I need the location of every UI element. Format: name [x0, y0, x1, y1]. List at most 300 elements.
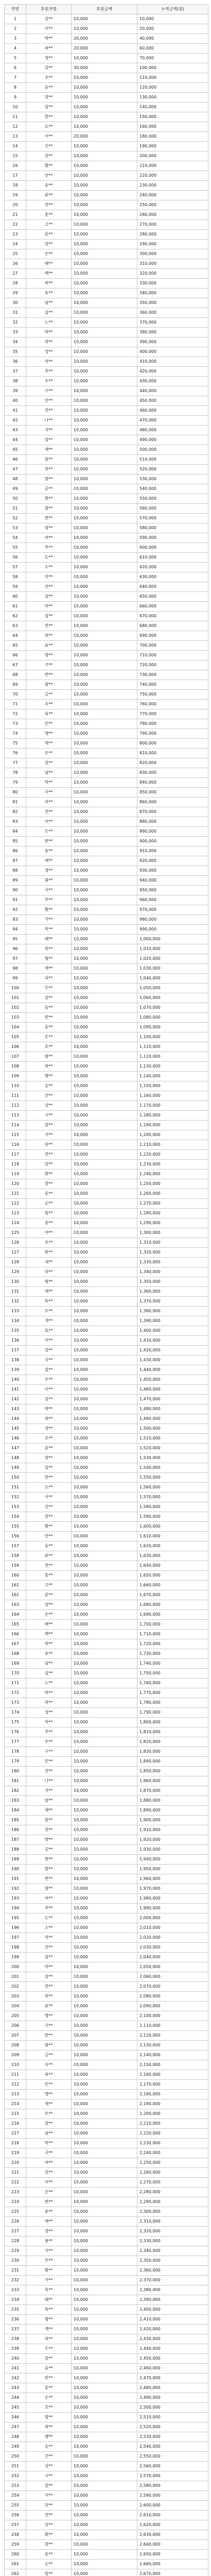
donation-amount: 10,000	[72, 2393, 137, 2403]
donation-amount: 10,000	[72, 1365, 137, 1375]
donor-name: 편**	[26, 2197, 72, 2207]
cumulative-amount: 1,840,000	[137, 1757, 208, 1767]
donation-amount: 10,000	[72, 1032, 137, 1042]
row-number: 52	[5, 514, 26, 523]
donor-name: 손**	[26, 1610, 72, 1620]
cumulative-amount: 2,510,000	[137, 2413, 208, 2422]
cumulative-amount: 940,000	[137, 876, 208, 886]
cumulative-amount: 40,000	[137, 34, 208, 44]
donation-amount: 10,000	[72, 2178, 137, 2188]
table-row	[5, 1140, 208, 1150]
donation-amount: 10,000	[72, 1698, 137, 1708]
row-number: 5	[5, 54, 26, 63]
donor-name: 피**	[26, 2334, 72, 2344]
cumulative-amount: 1,530,000	[137, 1453, 208, 1463]
row-number: 166	[5, 1630, 26, 1639]
donor-name: 은**	[26, 827, 72, 837]
donation-amount: 10,000	[72, 1884, 137, 1894]
donor-name: 김**	[26, 1395, 72, 1404]
donor-name: 길**	[26, 612, 72, 621]
donor-name: 팽**	[26, 2432, 72, 2442]
cumulative-amount: 790,000	[137, 729, 208, 739]
cumulative-amount: 860,000	[137, 798, 208, 807]
donor-name: 국**	[26, 2148, 72, 2158]
donation-amount: 10,000	[72, 1962, 137, 1972]
row-number: 24	[5, 240, 26, 249]
table-row	[5, 2413, 208, 2422]
row-number: 188	[5, 1845, 26, 1855]
row-number: 15	[5, 151, 26, 161]
cumulative-amount: 1,400,000	[137, 1326, 208, 1336]
row-number: 262	[5, 2569, 26, 2576]
row-number: 243	[5, 2383, 26, 2393]
row-number: 193	[5, 1894, 26, 1904]
donation-amount: 10,000	[72, 905, 137, 915]
row-number: 142	[5, 1395, 26, 1404]
donation-amount: 10,000	[72, 1287, 137, 1297]
table-row	[5, 1972, 208, 1982]
donation-amount: 10,000	[72, 2422, 137, 2432]
donation-amount: 10,000	[72, 103, 137, 112]
table-row	[5, 1943, 208, 1953]
row-number: 57	[5, 563, 26, 572]
cumulative-amount: 890,000	[137, 827, 208, 837]
row-number: 100	[5, 984, 26, 993]
cumulative-amount: 1,630,000	[137, 1551, 208, 1561]
donation-amount: 10,000	[72, 484, 137, 494]
row-number: 53	[5, 523, 26, 533]
donation-amount: 10,000	[72, 1150, 137, 1160]
cumulative-amount: 1,850,000	[137, 1767, 208, 1776]
donation-amount: 10,000	[72, 2481, 137, 2491]
donor-name: 윤**	[26, 1444, 72, 1453]
donation-amount: 10,000	[72, 191, 137, 200]
table-row	[5, 2236, 208, 2246]
table-row	[5, 1776, 208, 1786]
donor-name: 갈**	[26, 2481, 72, 2491]
cumulative-amount: 440,000	[137, 386, 208, 396]
cumulative-amount: 2,320,000	[137, 2227, 208, 2236]
donation-amount: 10,000	[72, 2227, 137, 2236]
cumulative-amount: 1,290,000	[137, 1218, 208, 1228]
table-row	[5, 2060, 208, 2070]
table-row	[5, 1982, 208, 1992]
table-row	[5, 73, 208, 83]
donor-name: 좌**	[26, 2422, 72, 2432]
table-row	[5, 895, 208, 905]
donation-amount: 10,000	[72, 1395, 137, 1404]
table-row	[5, 1248, 208, 1258]
donation-amount: 10,000	[72, 1493, 137, 1502]
row-number: 255	[5, 2501, 26, 2511]
donor-name: 심**	[26, 1669, 72, 1679]
donation-amount: 10,000	[72, 1023, 137, 1032]
table-row	[5, 768, 208, 778]
donation-amount: 10,000	[72, 1737, 137, 1747]
donation-amount: 10,000	[72, 1463, 137, 1473]
cumulative-amount: 2,490,000	[137, 2393, 208, 2403]
donor-name: 육**	[26, 2070, 72, 2080]
cumulative-amount: 1,510,000	[137, 1434, 208, 1444]
cumulative-amount: 530,000	[137, 474, 208, 484]
row-number: 51	[5, 504, 26, 514]
cumulative-amount: 670,000	[137, 612, 208, 621]
row-number: 59	[5, 582, 26, 592]
table-row	[5, 142, 208, 151]
row-number: 7	[5, 73, 26, 83]
row-number: 104	[5, 1023, 26, 1032]
donation-amount: 10,000	[72, 1610, 137, 1620]
donor-name: 승**	[26, 1081, 72, 1091]
donation-amount: 10,000	[72, 739, 137, 749]
table-row	[5, 2109, 208, 2119]
donor-name: 금**	[26, 690, 72, 700]
donor-name: 서**	[26, 132, 72, 142]
row-number: 138	[5, 1355, 26, 1365]
row-number: 241	[5, 2364, 26, 2374]
donation-amount: 10,000	[72, 249, 137, 259]
donor-name: 좌**	[26, 1062, 72, 1072]
row-number: 187	[5, 1835, 26, 1845]
donor-name: 안**	[26, 1532, 72, 1541]
table-row	[5, 318, 208, 328]
row-number: 107	[5, 1052, 26, 1062]
table-row	[5, 660, 208, 670]
donor-name: 옥**	[26, 2060, 72, 2070]
row-number: 254	[5, 2491, 26, 2501]
donor-name: 창**	[26, 1179, 72, 1189]
donation-amount: 10,000	[72, 2471, 137, 2481]
donation-amount: 10,000	[72, 357, 137, 367]
donation-amount: 10,000	[72, 2090, 137, 2099]
donation-amount: 10,000	[72, 465, 137, 474]
donor-name: 권**	[26, 1512, 72, 1522]
donation-amount: 10,000	[72, 1561, 137, 1571]
donor-name: 모**	[26, 749, 72, 758]
table-row	[5, 1346, 208, 1355]
cumulative-amount: 990,000	[137, 925, 208, 935]
row-number: 164	[5, 1610, 26, 1620]
table-row	[5, 2295, 208, 2305]
donation-amount: 10,000	[72, 1571, 137, 1581]
cumulative-amount: 850,000	[137, 788, 208, 798]
table-row	[5, 2099, 208, 2109]
row-number: 19	[5, 191, 26, 200]
table-row	[5, 1718, 208, 1727]
donation-amount: 10,000	[72, 171, 137, 181]
cumulative-amount: 2,140,000	[137, 2050, 208, 2060]
donor-name: 엄**	[26, 1796, 72, 1806]
donor-name: 소**	[26, 1923, 72, 1933]
cumulative-amount: 1,820,000	[137, 1737, 208, 1747]
donor-name: 홍**	[26, 1571, 72, 1581]
cumulative-amount: 1,950,000	[137, 1865, 208, 1874]
donation-amount: 10,000	[72, 876, 137, 886]
cumulative-amount: 2,600,000	[137, 2501, 208, 2511]
donor-name: 염**	[26, 523, 72, 533]
row-number: 26	[5, 259, 26, 269]
row-number: 21	[5, 210, 26, 220]
table-row	[5, 83, 208, 93]
row-number: 29	[5, 289, 26, 298]
table-row	[5, 1816, 208, 1825]
table-row	[5, 856, 208, 866]
donor-list-table-container	[4, 4, 208, 2576]
donor-name: 나**	[26, 416, 72, 426]
row-number: 35	[5, 347, 26, 357]
row-number: 154	[5, 1512, 26, 1522]
donor-name: 함**	[26, 1865, 72, 1874]
cumulative-amount: 2,630,000	[137, 2530, 208, 2540]
row-number: 129	[5, 1267, 26, 1277]
table-row	[5, 612, 208, 621]
row-number: 207	[5, 2031, 26, 2041]
cumulative-amount: 190,000	[137, 142, 208, 151]
donation-amount: 10,000	[72, 337, 137, 347]
row-number: 70	[5, 690, 26, 700]
donor-name: 사**	[26, 886, 72, 895]
table-row	[5, 1199, 208, 1209]
cumulative-amount: 1,550,000	[137, 1473, 208, 1483]
donor-name: 어**	[26, 1336, 72, 1346]
table-row	[5, 1444, 208, 1453]
donor-name: 방**	[26, 474, 72, 484]
donation-amount: 10,000	[72, 220, 137, 230]
table-row	[5, 1209, 208, 1218]
table-row	[5, 1679, 208, 1688]
row-number: 161	[5, 1581, 26, 1590]
cumulative-amount: 870,000	[137, 807, 208, 817]
cumulative-amount: 500,000	[137, 445, 208, 455]
donation-amount: 10,000	[72, 2501, 137, 2511]
cumulative-amount: 1,120,000	[137, 1052, 208, 1062]
row-number: 44	[5, 435, 26, 445]
donation-amount: 10,000	[72, 1199, 137, 1209]
cumulative-amount: 1,000,000	[137, 935, 208, 944]
donor-name: 편**	[26, 837, 72, 846]
row-number: 203	[5, 1992, 26, 2002]
table-row	[5, 132, 208, 142]
donor-name: 윤**	[26, 83, 72, 93]
donation-amount: 10,000	[72, 2207, 137, 2217]
donor-name: 차**	[26, 1718, 72, 1727]
cumulative-amount: 920,000	[137, 856, 208, 866]
row-number: 168	[5, 1649, 26, 1659]
donation-amount: 10,000	[72, 2511, 137, 2520]
row-number: 160	[5, 1571, 26, 1581]
table-row	[5, 1218, 208, 1228]
table-row	[5, 112, 208, 122]
donor-name: 도**	[26, 1913, 72, 1923]
cumulative-amount: 1,310,000	[137, 1238, 208, 1248]
table-row	[5, 984, 208, 993]
cumulative-amount: 840,000	[137, 778, 208, 788]
table-row	[5, 778, 208, 788]
cumulative-amount: 2,100,000	[137, 2011, 208, 2021]
table-row	[5, 2119, 208, 2129]
row-number: 78	[5, 768, 26, 778]
table-row	[5, 1581, 208, 1590]
row-number: 34	[5, 337, 26, 347]
donor-name: 인**	[26, 2080, 72, 2090]
donor-name: 음**	[26, 2364, 72, 2374]
cumulative-amount: 1,170,000	[137, 1101, 208, 1111]
cumulative-amount: 160,000	[137, 122, 208, 132]
table-row	[5, 406, 208, 416]
donation-amount: 10,000	[72, 1248, 137, 1258]
donation-amount: 10,000	[72, 1767, 137, 1776]
donor-name: 주**	[26, 367, 72, 377]
donor-name: 계**	[26, 964, 72, 974]
donation-amount: 10,000	[72, 1590, 137, 1600]
row-number: 236	[5, 2315, 26, 2325]
donation-amount: 10,000	[72, 2530, 137, 2540]
table-row	[5, 2540, 208, 2550]
cumulative-amount: 1,660,000	[137, 1581, 208, 1590]
donation-amount: 10,000	[72, 543, 137, 553]
cumulative-amount: 210,000	[137, 161, 208, 171]
donor-name: 권**	[26, 151, 72, 161]
donation-amount: 10,000	[72, 2452, 137, 2462]
donor-name: 변**	[26, 514, 72, 523]
table-row	[5, 1688, 208, 1698]
row-number: 103	[5, 1013, 26, 1023]
row-number: 195	[5, 1913, 26, 1923]
donor-name: 양**	[26, 240, 72, 249]
cumulative-amount: 1,280,000	[137, 1209, 208, 1218]
row-number: 93	[5, 915, 26, 925]
donation-amount: 10,000	[72, 1551, 137, 1561]
row-number: 33	[5, 328, 26, 337]
donation-amount: 10,000	[72, 2011, 137, 2021]
donation-amount: 10,000	[72, 1081, 137, 1091]
cumulative-amount: 1,860,000	[137, 1776, 208, 1786]
donor-name: 간**	[26, 1091, 72, 1101]
cumulative-amount: 970,000	[137, 905, 208, 915]
table-row	[5, 1884, 208, 1894]
row-number: 175	[5, 1718, 26, 1727]
donation-amount: 10,000	[72, 837, 137, 846]
table-row	[5, 651, 208, 660]
donor-name: 황**	[26, 1522, 72, 1532]
donation-amount: 10,000	[72, 289, 137, 298]
cumulative-amount: 2,220,000	[137, 2129, 208, 2139]
row-number: 152	[5, 1493, 26, 1502]
cumulative-amount: 2,040,000	[137, 1953, 208, 1962]
table-row	[5, 827, 208, 837]
donor-name: 계**	[26, 2325, 72, 2334]
donation-amount: 10,000	[72, 2550, 137, 2560]
cumulative-amount: 2,610,000	[137, 2511, 208, 2520]
donor-name: 강**	[26, 1346, 72, 1355]
donor-name: 남**	[26, 298, 72, 308]
cumulative-amount: 1,100,000	[137, 1032, 208, 1042]
table-row	[5, 455, 208, 465]
donor-name: 범**	[26, 1052, 72, 1062]
cumulative-amount: 810,000	[137, 749, 208, 758]
table-row	[5, 1414, 208, 1424]
donation-amount: 10,000	[72, 1865, 137, 1874]
cumulative-amount: 1,540,000	[137, 1463, 208, 1473]
cumulative-amount: 1,590,000	[137, 1512, 208, 1522]
donor-name: 용**	[26, 846, 72, 856]
row-number: 17	[5, 171, 26, 181]
donation-amount: 10,000	[72, 161, 137, 171]
cumulative-amount: 640,000	[137, 582, 208, 592]
cumulative-amount: 950,000	[137, 886, 208, 895]
donation-amount: 10,000	[72, 1669, 137, 1679]
donation-amount: 10,000	[72, 367, 137, 377]
row-number: 73	[5, 719, 26, 729]
cumulative-amount: 570,000	[137, 514, 208, 523]
cumulative-amount: 320,000	[137, 269, 208, 279]
row-number: 79	[5, 778, 26, 788]
cumulative-amount: 1,420,000	[137, 1346, 208, 1355]
cumulative-amount: 100,000	[137, 63, 208, 73]
donor-name: 황**	[26, 161, 72, 171]
row-number: 132	[5, 1297, 26, 1307]
donor-name: 고**	[26, 220, 72, 230]
donation-amount: 10,000	[72, 1179, 137, 1189]
row-number: 219	[5, 2148, 26, 2158]
donation-amount: 10,000	[72, 1855, 137, 1865]
cumulative-amount: 1,080,000	[137, 1013, 208, 1023]
donation-amount: 10,000	[72, 474, 137, 484]
donation-amount: 10,000	[72, 504, 137, 514]
donor-name: 허**	[26, 279, 72, 289]
donor-name: 여**	[26, 798, 72, 807]
cumulative-amount: 1,970,000	[137, 1884, 208, 1894]
row-number: 68	[5, 670, 26, 680]
donation-amount: 10,000	[72, 2099, 137, 2109]
donation-amount: 10,000	[72, 2168, 137, 2178]
donation-amount: 10,000	[72, 2129, 137, 2139]
row-number: 58	[5, 572, 26, 582]
donor-name: 장**	[26, 93, 72, 103]
donor-name: 연**	[26, 621, 72, 631]
donation-amount: 10,000	[72, 651, 137, 660]
row-number: 179	[5, 1757, 26, 1767]
row-number: 6	[5, 63, 26, 73]
donation-amount: 10,000	[72, 2569, 137, 2576]
cumulative-amount: 1,490,000	[137, 1414, 208, 1424]
row-number: 158	[5, 1551, 26, 1561]
donation-amount: 10,000	[72, 1111, 137, 1121]
row-number: 43	[5, 426, 26, 435]
donation-amount: 10,000	[72, 416, 137, 426]
table-row	[5, 944, 208, 954]
donation-amount: 10,000	[72, 788, 137, 798]
header-no: 연번	[5, 5, 26, 14]
cumulative-amount: 1,720,000	[137, 1639, 208, 1649]
row-number: 135	[5, 1326, 26, 1336]
donor-name: 류**	[26, 1551, 72, 1561]
donor-name: 설**	[26, 592, 72, 602]
cumulative-amount: 1,560,000	[137, 1483, 208, 1493]
row-number: 190	[5, 1865, 26, 1874]
table-row	[5, 44, 208, 54]
table-row	[5, 1561, 208, 1571]
table-row	[5, 416, 208, 426]
donor-name: 태**	[26, 2295, 72, 2305]
table-row	[5, 2246, 208, 2256]
table-row	[5, 1512, 208, 1522]
donation-amount: 10,000	[72, 347, 137, 357]
table-row	[5, 974, 208, 984]
cumulative-amount: 1,380,000	[137, 1307, 208, 1316]
donation-amount: 10,000	[72, 1042, 137, 1052]
row-number: 88	[5, 866, 26, 876]
